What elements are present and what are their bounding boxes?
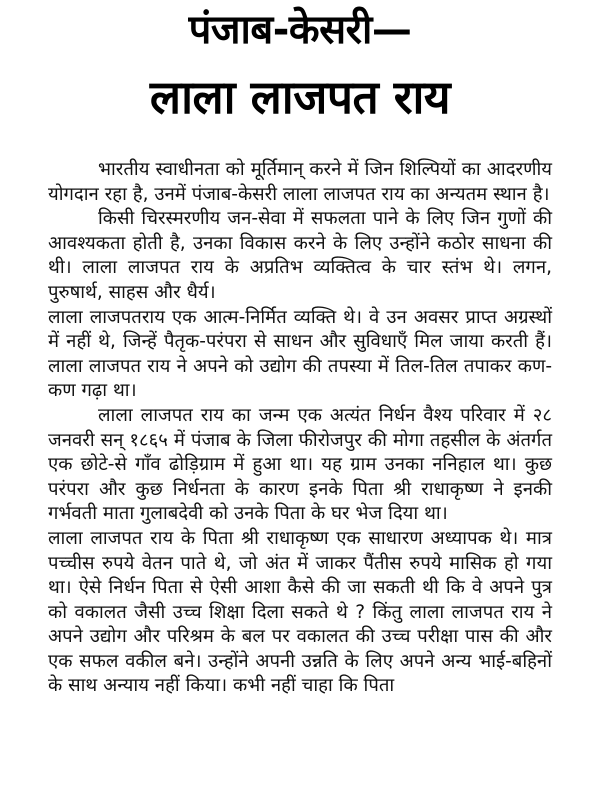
paragraph-4: लाला लाजपत राय का जन्म एक अत्यंत निर्धन वैश्य परिवार में २८ जनवरी सन् १८६५ में पंजाब के जिला फीरोजपुर की मोगा तहसील के अंतर्गत एक छोटे-से गाँव ढोड़िग्राम में हुआ था। यह ग्राम उनका ननिहाल था। कुछ परंपरा और कुछ निर्धनता के कारण इनके पिता श्री राधाकृष्ण ने इनकी गर्भवती माता गुलाबदेवी को उनके पिता के घर भेज दिया था। (48, 404, 552, 525)
article-body (48, 158, 552, 699)
paragraph-1: भारतीय स्वाधीनता को मूर्तिमान् करने में जिन शिल्पियों का आदरणीय योगदान रहा है, उनमें पंजाब-केसरी लाला लाजपत राय का अन्यतम स्थान है। (48, 159, 552, 205)
paragraph-2: किसी चिरस्मरणीय जन-सेवा में सफलता पाने के लिए जिन गुणों की आवश्यकता होती है, उनका विकास करने के लिए उन्होंने कठोर साधना की थी। लाला लाजपत राय के अप्रतिभ व्यक्तित्व के चार स्तंभ थे। लगन, पुरुषार्थ, साहस और धैर्य। (48, 208, 552, 303)
page-title-line-1: पंजाब-केसरी— (188, 7, 412, 53)
paragraph-3: लाला लाजपतराय एक आत्म-निर्मित व्यक्ति थे। वे उन अवसर प्राप्त अग्रस्थों में नहीं थे, जिन्हें पैतृक-परंपरा से साधन और सुविधाएँ मिल जाया करती हैं। लाला लाजपत राय ने अपने को उद्योग की तपस्या में तिल-तिल तपाकर कण-कण गढ़ा था। (48, 306, 552, 402)
page-title-line-2: लाला लाजपत राय (149, 70, 451, 124)
paragraph-5: लाला लाजपत राय के पिता श्री राधाकृष्ण एक साधारण अध्यापक थे। मात्र पच्चीस रुपये वेतन पाते थे, जो अंत में जाकर पैंतीस रुपये मासिक हो गया था। ऐसे निर्धन पिता से ऐसी आशा कैसे की जा सकती थी कि वे अपने पुत्र को वकालत जैसी उच्च शिक्षा दिला सकते थे ? किंतु लाला लाजपत राय ने अपने उद्योग और परिश्रम के बल पर वकालत की उच्च परीक्षा पास की और एक सफल वकील बने। उन्होंने अपनी उन्नति के लिए अपने अन्य भाई-बहिनों के साथ अन्याय नहीं किया। कभी नहीं चाहा कि पिता (48, 527, 552, 697)
